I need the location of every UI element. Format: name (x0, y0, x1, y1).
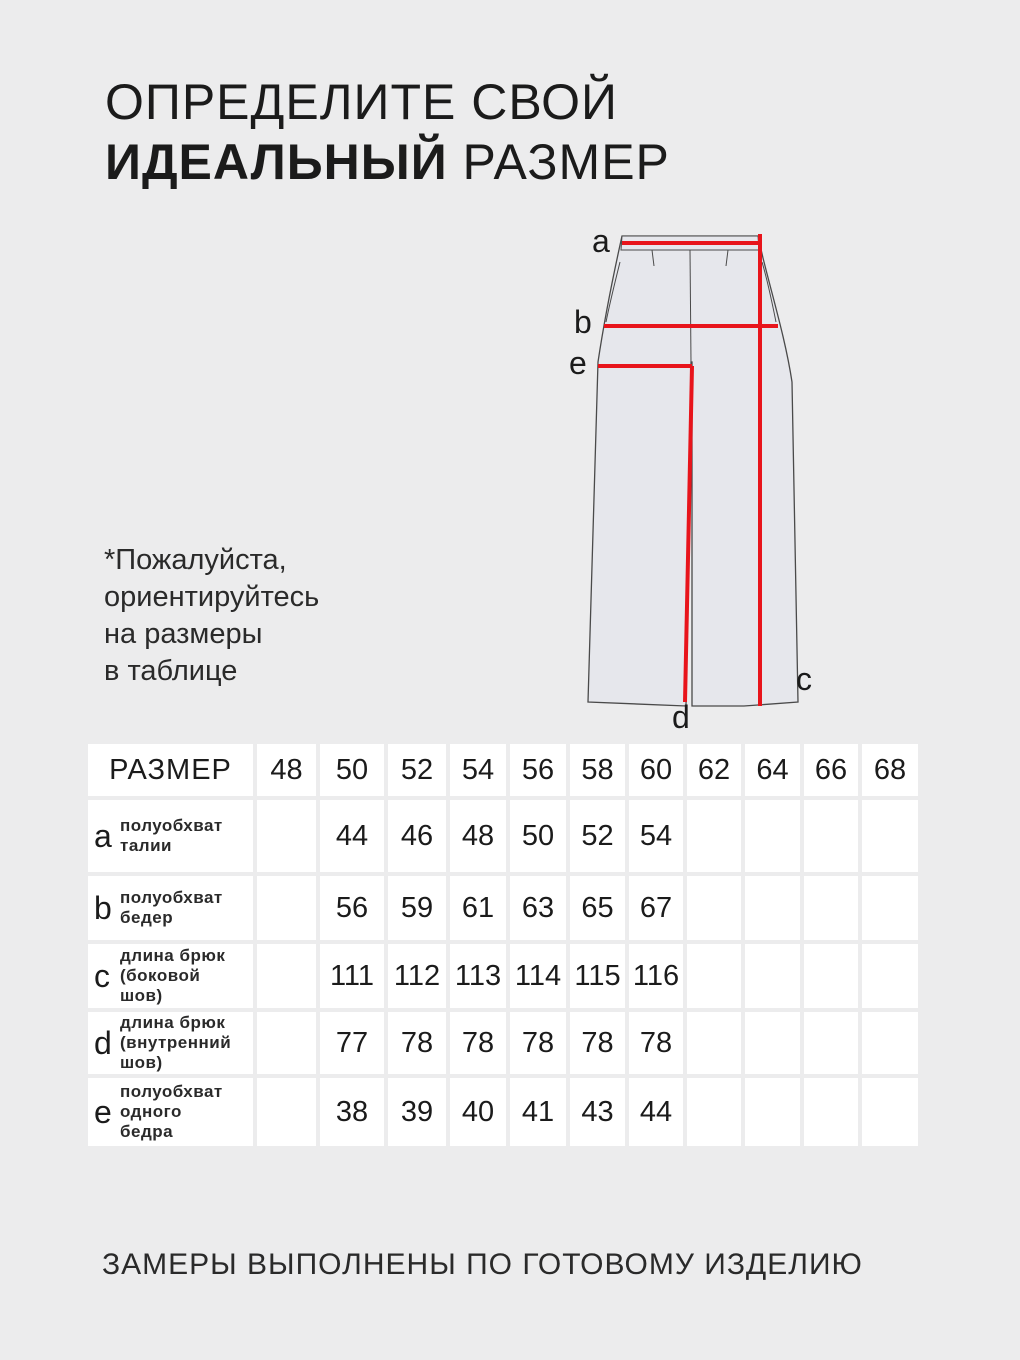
row-description: полуобхват одного бедра (120, 1082, 223, 1141)
table-cell: 43 (570, 1078, 625, 1146)
page-title (105, 72, 670, 192)
table-cell: 78 (510, 1012, 566, 1074)
table-cell (804, 800, 858, 872)
table-cell (687, 1078, 741, 1146)
row-letter: e (94, 1094, 112, 1130)
trousers-outline (588, 236, 798, 706)
table-cell: 59 (388, 876, 446, 940)
trousers-diagram (560, 222, 830, 742)
size-note (104, 542, 319, 690)
size-header-cell: 50 (320, 744, 384, 796)
table-cell: 48 (450, 800, 506, 872)
label-c: c (796, 661, 812, 697)
size-header-cell: 62 (687, 744, 741, 796)
table-cell (687, 944, 741, 1008)
table-cell: 46 (388, 800, 446, 872)
size-header-cell: 56 (510, 744, 566, 796)
title-rest: РАЗМЕР (447, 134, 670, 190)
table-cell (862, 1078, 918, 1146)
size-header-cell: 54 (450, 744, 506, 796)
table-cell: 54 (629, 800, 683, 872)
size-header-cell: 58 (570, 744, 625, 796)
table-cell: 115 (570, 944, 625, 1008)
label-a: a (592, 223, 610, 259)
table-cell: 38 (320, 1078, 384, 1146)
row-label-d (88, 1012, 253, 1074)
note-line: *Пожалуйста, (104, 544, 287, 576)
table-cell (687, 800, 741, 872)
table-cell (257, 876, 316, 940)
row-description: полуобхват талии (120, 816, 223, 855)
table-cell (804, 944, 858, 1008)
table-cell: 78 (629, 1012, 683, 1074)
row-letter: b (94, 890, 112, 926)
size-header-cell: 66 (804, 744, 858, 796)
row-letter: a (94, 818, 112, 854)
table-cell (745, 944, 800, 1008)
table-cell: 40 (450, 1078, 506, 1146)
table-cell: 44 (320, 800, 384, 872)
table-cell: 67 (629, 876, 683, 940)
table-cell: 52 (570, 800, 625, 872)
table-cell (745, 1012, 800, 1074)
table-cell: 56 (320, 876, 384, 940)
label-b: b (574, 304, 592, 340)
table-cell: 78 (570, 1012, 625, 1074)
label-d: d (672, 699, 690, 735)
label-e: e (569, 345, 587, 381)
row-letter: c (94, 958, 110, 994)
table-cell (745, 1078, 800, 1146)
title-line-1: ОПРЕДЕЛИТЕ СВОЙ (105, 74, 618, 130)
table-cell (804, 1078, 858, 1146)
table-cell: 111 (320, 944, 384, 1008)
row-letter: d (94, 1025, 112, 1061)
size-header-cell: 64 (745, 744, 800, 796)
table-cell (862, 876, 918, 940)
row-description: длина брюк (внутренний шов) (120, 1013, 232, 1072)
size-table (88, 744, 918, 1146)
size-header-cell: 68 (862, 744, 918, 796)
table-cell: 61 (450, 876, 506, 940)
table-cell (862, 944, 918, 1008)
size-header-cell: 52 (388, 744, 446, 796)
table-cell (257, 1012, 316, 1074)
note-line: на размеры (104, 618, 263, 650)
table-cell (862, 1012, 918, 1074)
table-cell (687, 876, 741, 940)
table-cell: 44 (629, 1078, 683, 1146)
row-label-b (88, 876, 253, 940)
table-cell: 113 (450, 944, 506, 1008)
row-label-a (88, 800, 253, 872)
table-cell: 114 (510, 944, 566, 1008)
row-description: длина брюк (боковой шов) (120, 946, 226, 1005)
table-cell (257, 1078, 316, 1146)
table-cell (804, 1012, 858, 1074)
table-cell: 78 (388, 1012, 446, 1074)
table-cell: 77 (320, 1012, 384, 1074)
note-line: ориентируйтесь (104, 581, 320, 613)
title-bold-word: ИДЕАЛЬНЫЙ (105, 134, 448, 190)
table-cell: 116 (629, 944, 683, 1008)
table-cell (745, 876, 800, 940)
table-cell (804, 876, 858, 940)
row-label-c (88, 944, 253, 1008)
table-cell (687, 1012, 741, 1074)
table-cell: 63 (510, 876, 566, 940)
row-label-e (88, 1078, 253, 1146)
title-line-2 (105, 132, 670, 192)
row-description: полуобхват бедер (120, 888, 223, 927)
table-cell: 112 (388, 944, 446, 1008)
table-cell (745, 800, 800, 872)
size-header-cell: 60 (629, 744, 683, 796)
table-cell (257, 944, 316, 1008)
table-cell: 39 (388, 1078, 446, 1146)
table-cell (257, 800, 316, 872)
table-header-label: РАЗМЕР (88, 744, 253, 796)
table-cell: 41 (510, 1078, 566, 1146)
note-line: в таблице (104, 655, 238, 687)
table-cell: 50 (510, 800, 566, 872)
size-header-cell: 48 (257, 744, 316, 796)
table-cell: 65 (570, 876, 625, 940)
table-cell (862, 800, 918, 872)
table-cell: 78 (450, 1012, 506, 1074)
footer-note: ЗАМЕРЫ ВЫПОЛНЕНЫ ПО ГОТОВОМУ ИЗДЕЛИЮ (102, 1248, 863, 1281)
